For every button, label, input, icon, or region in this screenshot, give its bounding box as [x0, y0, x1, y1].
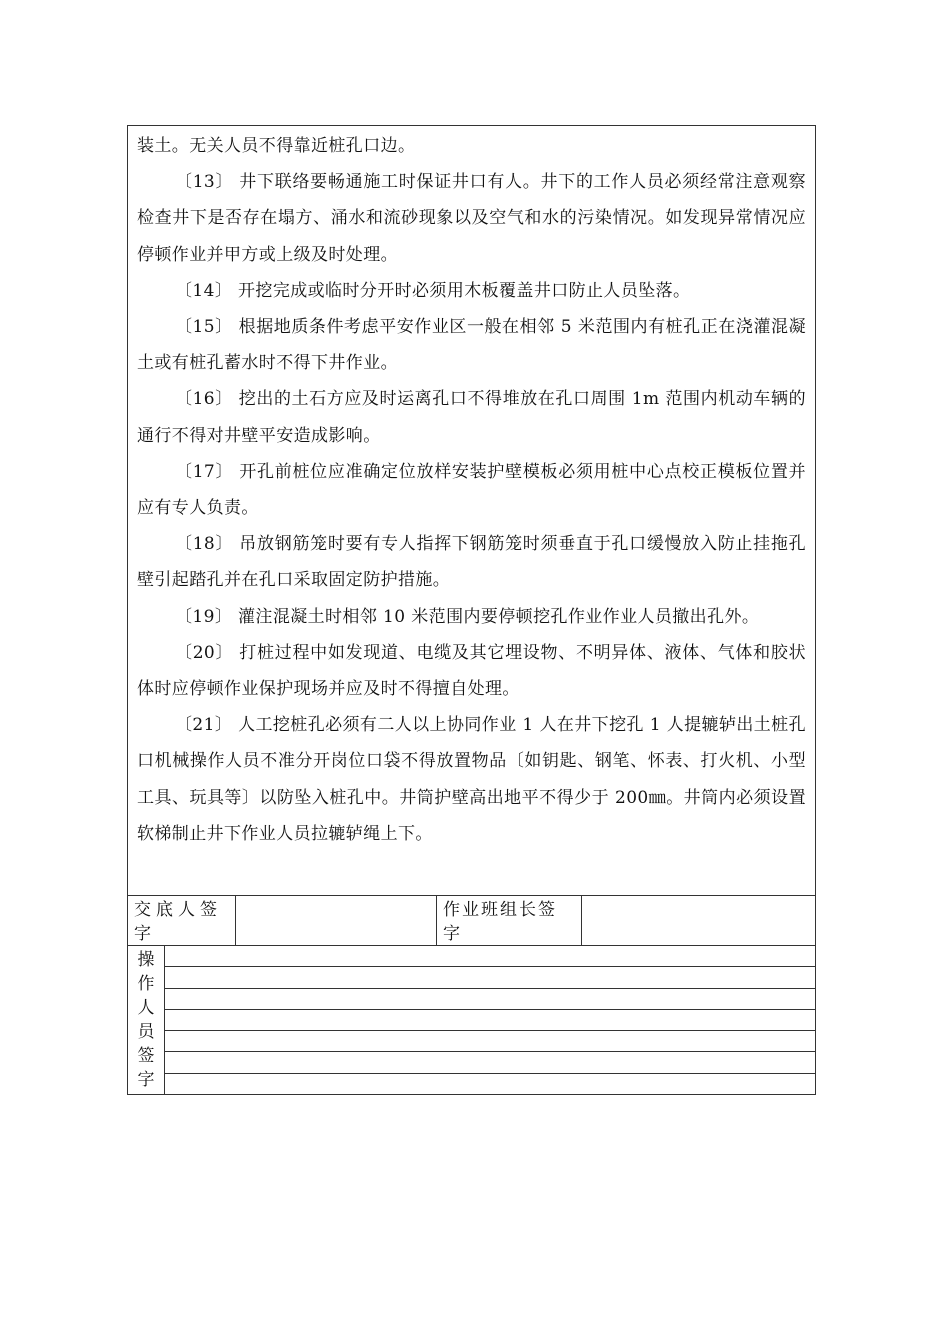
operator-signature-line[interactable] — [165, 1010, 815, 1031]
rule-paragraph: 〔17〕 开孔前桩位应准确定位放样安装护壁模板必须用桩中心点校正模板位置并应有专人负责。 — [137, 461, 806, 519]
briefer-signature-field[interactable] — [236, 896, 437, 945]
operator-signature-line[interactable] — [165, 989, 815, 1010]
signature-row — [128, 896, 815, 946]
rule-paragraph: 〔18〕 吊放钢筋笼时要有专人指挥下钢筋笼时须垂直于孔口缓慢放入防止挂拖孔壁引起踏孔并在孔口采取固定防护措施。 — [137, 534, 806, 591]
operator-signature-line[interactable] — [165, 1031, 815, 1052]
disclosure-table — [127, 125, 816, 1095]
rule-paragraph: 〔16〕 挖出的土石方应及时运离孔口不得堆放在孔口周围 1m 范围内机动车辆的通行不得对井壁平安造成影响。 — [137, 389, 806, 446]
label-char: 员 — [137, 1022, 155, 1042]
briefer-signature-label: 交底人签字 — [128, 896, 236, 945]
rule-paragraph: 〔21〕 人工挖桩孔必须有二人以上协同作业 1 人在井下挖孔 1 人提辘轳出土桩孔口机械操作人员不准分开岗位口袋不得放置物品〔如钥匙、钢笔、怀表、打火机、小型工具、玩具等〕以防坠入桩孔中。井筒护壁高出地平不得少于 200㎜。井筒内必须设置软梯制止井下作业人员拉辘轳绳上下。 — [137, 715, 806, 844]
label-char: 作 — [137, 974, 155, 994]
label-char: 签 — [137, 1046, 155, 1066]
leader-signature-field[interactable] — [582, 896, 815, 945]
label-char: 人 — [137, 998, 155, 1018]
safety-rules-content — [128, 126, 815, 896]
label-char: 操 — [137, 950, 155, 970]
operator-signature-line[interactable] — [165, 1052, 815, 1073]
operator-signature-label — [128, 946, 165, 1094]
rule-paragraph: 〔15〕 根据地质条件考虑平安作业区一般在相邻 5 米范围内有桩孔正在浇灌混凝土或有桩孔蓄水时不得下井作业。 — [137, 317, 806, 374]
operator-signature-line[interactable] — [165, 1074, 815, 1094]
rule-paragraph: 〔20〕 打桩过程中如发现道、电缆及其它埋设物、不明异体、液体、气体和胶状体时应停顿作业保护现场并应及时不得擅自处理。 — [137, 642, 806, 700]
operator-signature-section — [128, 946, 815, 1094]
operator-signature-lines — [165, 946, 815, 1094]
rule-paragraph: 〔13〕 井下联络要畅通施工时保证井口有人。井下的工作人员必须经常注意观察检查井下是否存在塌方、涌水和流砂现象以及空气和水的污染情况。如发现异常情况应停顿作业并甲方或上级及时处理。 — [137, 172, 806, 265]
operator-signature-line[interactable] — [165, 967, 815, 988]
rule-paragraph: 〔14〕 开挖完成或临时分开时必须用木板覆盖井口防止人员坠落。 — [175, 280, 691, 301]
operator-signature-line[interactable] — [165, 946, 815, 967]
rule-paragraph: 〔19〕 灌注混凝土时相邻 10 米范围内要停顿挖孔作业作业人员撤出孔外。 — [175, 606, 760, 627]
label-char: 字 — [137, 1070, 155, 1090]
leader-signature-label: 作业班组长签字 — [437, 896, 582, 945]
rule-paragraph: 装土。无关人员不得靠近桩孔口边。 — [137, 136, 416, 156]
